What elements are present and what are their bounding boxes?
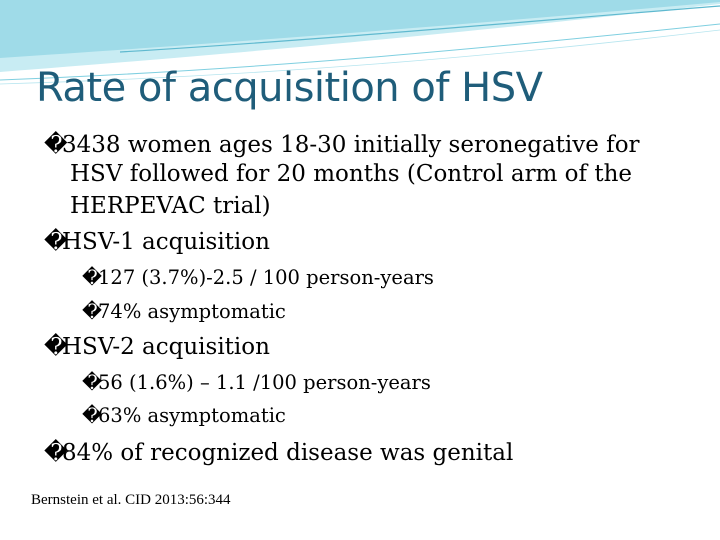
bullet-item bbox=[44, 438, 513, 469]
slide-title: Rate of acquisition of HSV bbox=[36, 65, 543, 111]
sub-bullet-text: 127 (3.7%)-2.5 / 100 person-years bbox=[98, 266, 434, 289]
bullet-marker: � bbox=[82, 371, 102, 394]
bullet-text: HSV-1 acquisition bbox=[62, 229, 270, 255]
bullet-item bbox=[44, 130, 640, 161]
bullet-text: 3438 women ages 18-30 initially seronegative for bbox=[62, 132, 640, 158]
sub-bullet-item bbox=[82, 264, 434, 292]
sub-bullet-text: 63% asymptomatic bbox=[98, 404, 286, 427]
sub-bullet-text: 74% asymptomatic bbox=[98, 300, 286, 323]
bullet-marker: � bbox=[82, 300, 102, 323]
bullet-continuation: HERPEVAC trial) bbox=[70, 193, 271, 219]
bullet-text: 84% of recognized disease was genital bbox=[62, 440, 514, 466]
bullet-marker: � bbox=[44, 440, 68, 466]
citation: Bernstein et al. CID 2013:56:344 bbox=[31, 492, 231, 508]
bullet-marker: � bbox=[44, 132, 68, 158]
sub-bullet-item bbox=[82, 369, 431, 397]
bullet-text: HSV-2 acquisition bbox=[62, 334, 270, 360]
sub-bullet-text: 56 (1.6%) – 1.1 /100 person-years bbox=[98, 371, 431, 394]
sub-bullet-item bbox=[82, 402, 286, 430]
bullet-marker: � bbox=[44, 334, 68, 360]
bullet-item bbox=[44, 227, 270, 258]
bullet-marker: � bbox=[44, 229, 68, 255]
bullet-marker: � bbox=[82, 404, 102, 427]
bullet-continuation: HSV followed for 20 months (Control arm of the bbox=[70, 161, 633, 187]
bullet-item bbox=[44, 332, 270, 363]
sub-bullet-item bbox=[82, 298, 286, 326]
bullet-marker: � bbox=[82, 266, 102, 289]
